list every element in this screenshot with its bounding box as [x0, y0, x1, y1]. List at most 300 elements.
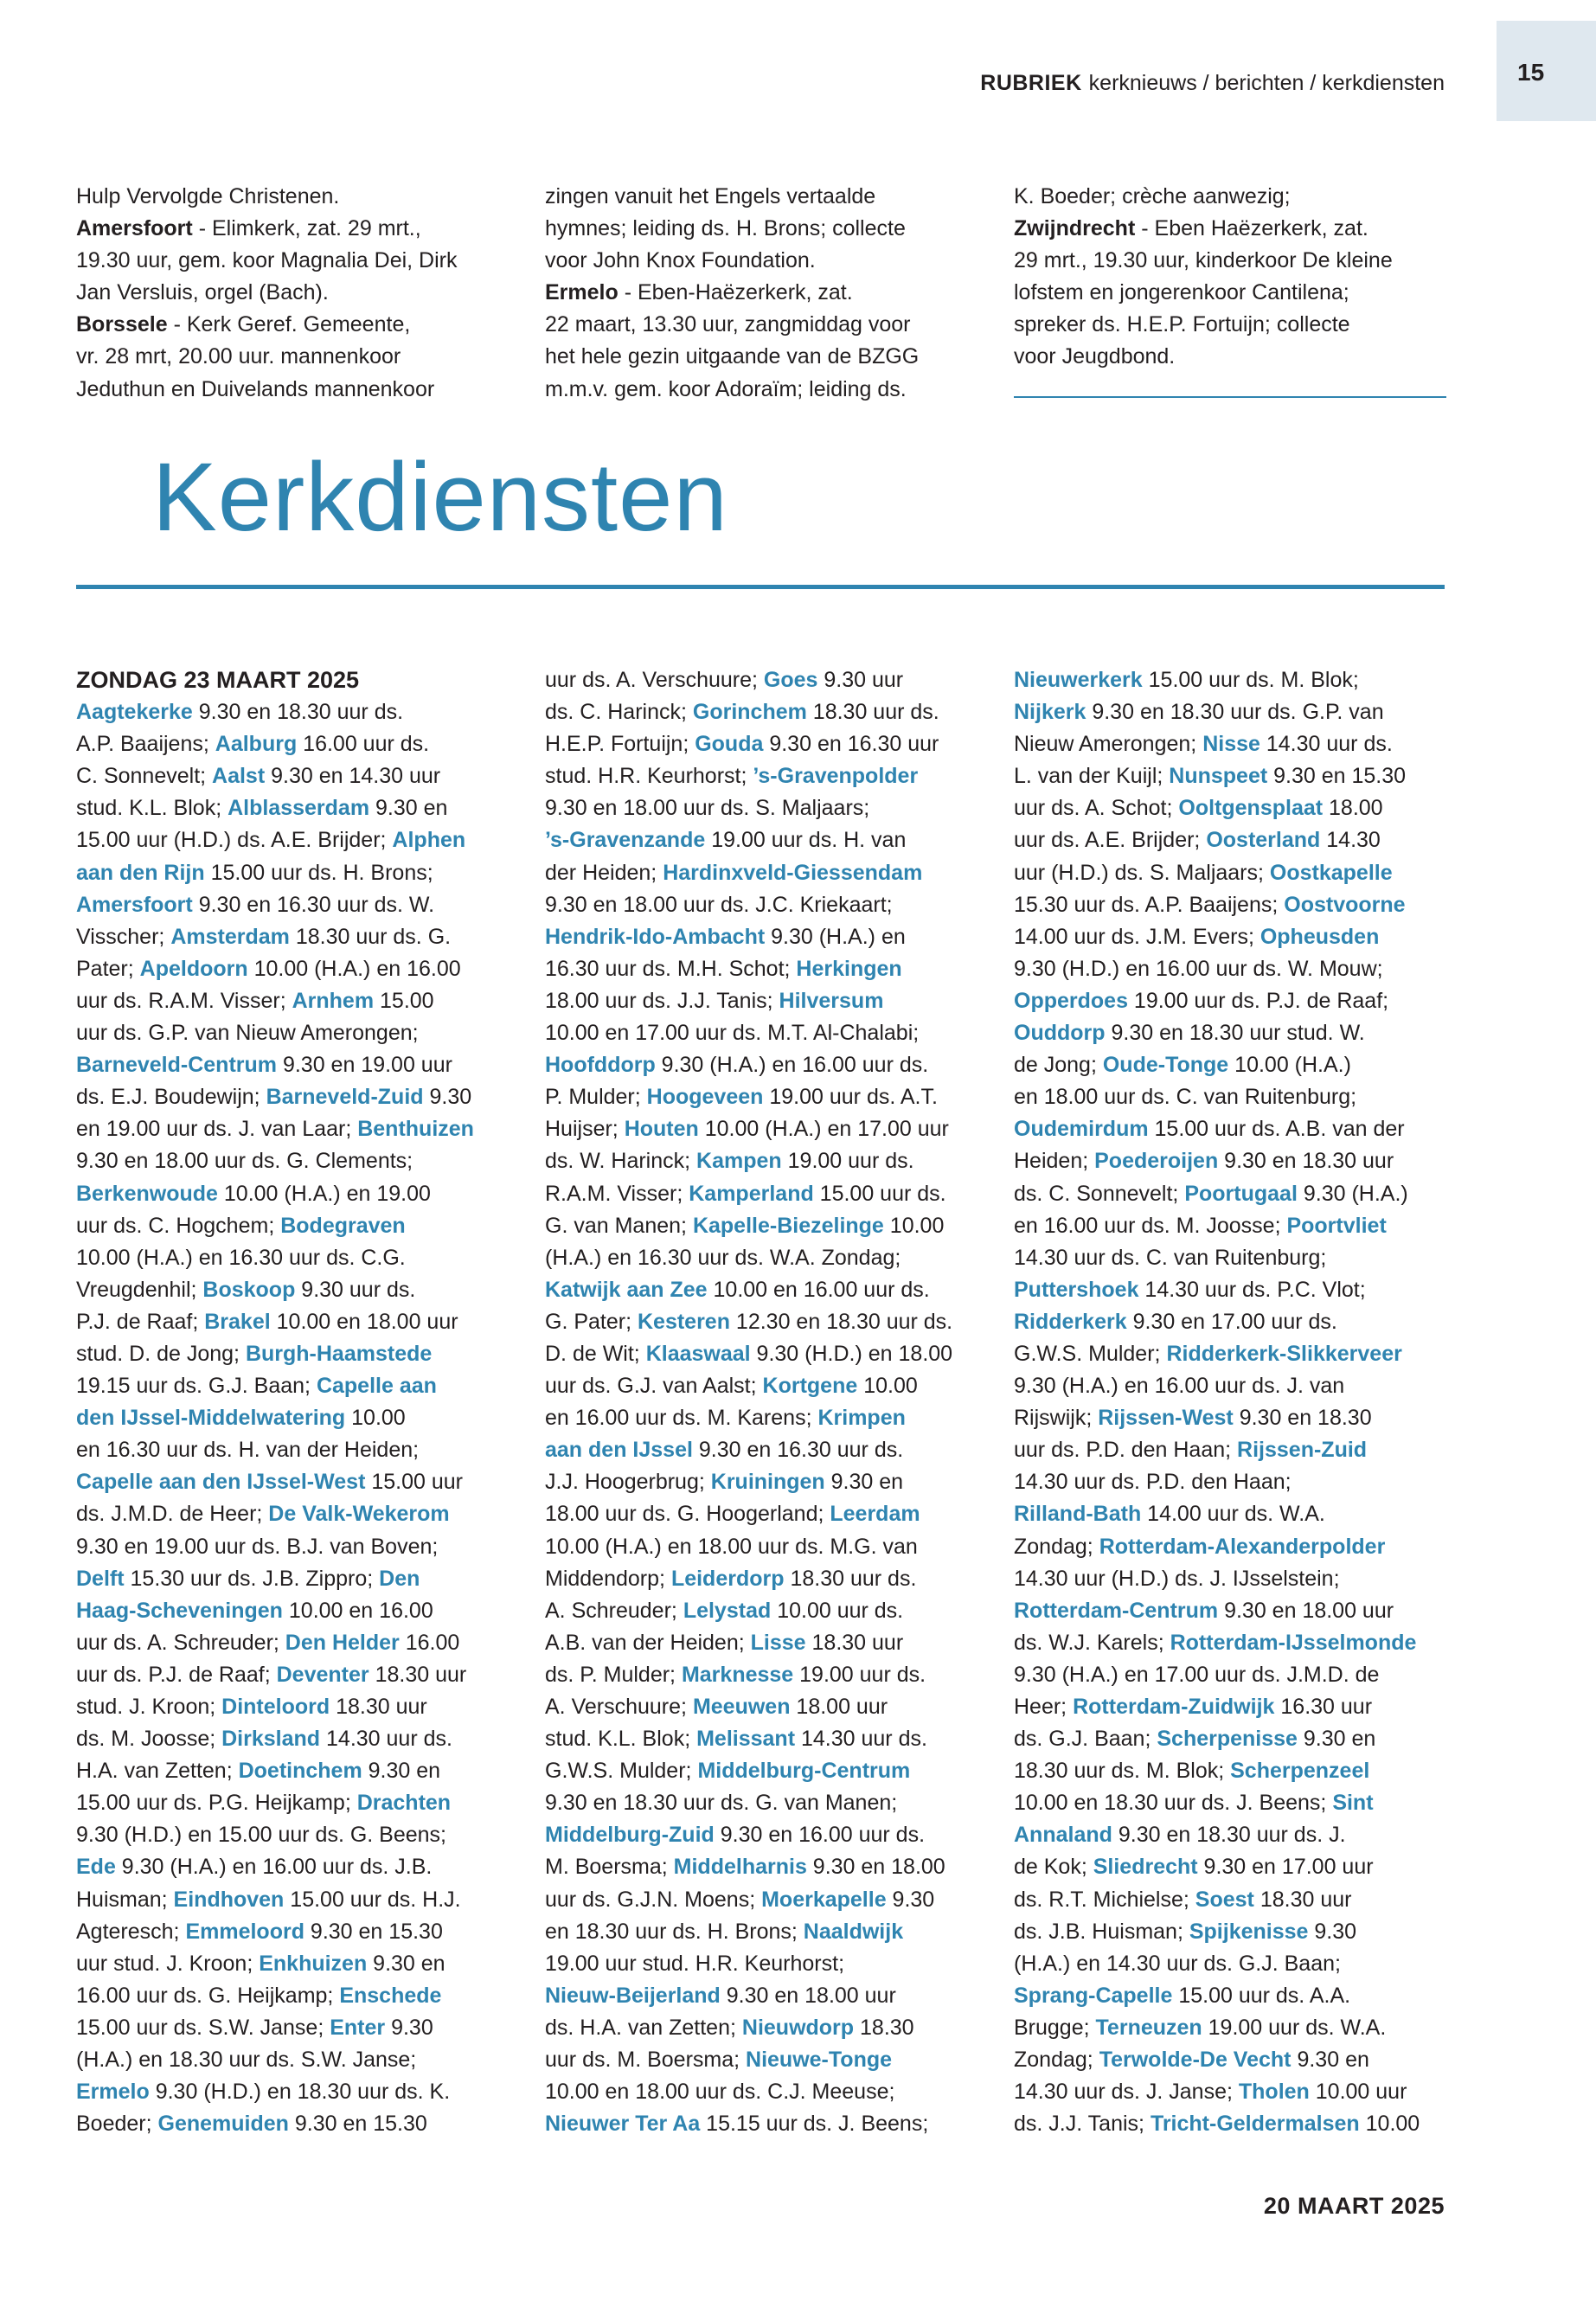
- service-text: zingen vanuit het Engels vertaalde: [545, 184, 876, 208]
- service-text: Huisman;: [76, 1887, 174, 1912]
- service-text: 14.00 uur ds. W.A.: [1141, 1502, 1325, 1527]
- text-line: [1014, 1242, 1451, 1274]
- text-line: [545, 1306, 982, 1338]
- service-text: voor Jeugdbond.: [1014, 344, 1176, 369]
- text-line: [76, 760, 513, 792]
- service-text: A.B. van der Heiden;: [545, 1630, 751, 1655]
- text-line: [545, 824, 982, 856]
- text-line: [1014, 792, 1451, 824]
- service-text: 16.00 uur ds.: [297, 732, 430, 757]
- service-text: 18.00 uur: [790, 1695, 888, 1719]
- service-text: de Jong;: [1014, 1053, 1103, 1078]
- place-name: Amsterdam: [170, 924, 290, 949]
- service-text: 19.00 uur ds.: [793, 1662, 926, 1687]
- text-line: [545, 1595, 982, 1627]
- text-line: [545, 1402, 982, 1434]
- place-name: Poederoijen: [1094, 1149, 1219, 1174]
- text-line: [1014, 2012, 1451, 2044]
- service-text: 10.00 en 18.00 uur ds. C.J. Meeuse;: [545, 2080, 895, 2105]
- service-text: Nieuw Amerongen;: [1014, 732, 1203, 757]
- text-line: [76, 921, 513, 953]
- service-text: 9.30 (H.A.) en 16.00 uur ds.: [655, 1053, 929, 1078]
- service-text: C. Sonnevelt;: [76, 764, 213, 789]
- service-text: 9.30 en 18.30 uur: [1218, 1149, 1394, 1174]
- page-title: Kerkdiensten: [152, 443, 728, 551]
- service-text: 15.00 uur ds. A.A.: [1172, 1983, 1351, 2008]
- text-line: [1014, 309, 1451, 341]
- place-name: Nisse: [1202, 732, 1260, 757]
- service-text: 15.00 uur ds. M. Blok;: [1142, 668, 1359, 692]
- place-name: Oosterland: [1206, 828, 1321, 853]
- text-line: [545, 921, 982, 953]
- place-name: Ouddorp: [1014, 1021, 1106, 1046]
- text-line: [1014, 2044, 1451, 2076]
- text-line: [76, 857, 513, 889]
- service-text: 9.30 en 17.00 uur ds.: [1126, 1309, 1337, 1334]
- service-text: 15.30 uur ds. J.B. Zippro;: [124, 1566, 380, 1591]
- service-text: K. Boeder; crèche aanwezig;: [1014, 184, 1291, 208]
- place-name: Brakel: [204, 1309, 271, 1334]
- service-text: (H.A.) en 18.30 uur ds. S.W. Janse;: [76, 2048, 417, 2073]
- service-text: 9.30 en 14.30 uur: [265, 764, 441, 789]
- service-text: Middendorp;: [545, 1566, 671, 1591]
- service-text: stud. H.R. Keurhorst;: [545, 764, 753, 789]
- text-line: [1014, 2076, 1451, 2108]
- text-line: [1014, 1948, 1451, 1980]
- service-text: 9.30 uur: [817, 668, 904, 692]
- service-text: 18.00 uur ds. G. Hoogerland;: [545, 1502, 830, 1527]
- text-line: [1014, 1723, 1451, 1755]
- text-line: [545, 1498, 982, 1530]
- text-line: [1014, 1402, 1451, 1434]
- service-text: 19.30 uur, gem. koor Magnalia Dei, Dirk: [76, 248, 458, 273]
- place-name: Enkhuizen: [259, 1951, 368, 1976]
- service-text: uur stud. J. Kroon;: [76, 1951, 260, 1976]
- service-text: ds. C. Sonnevelt;: [1014, 1181, 1185, 1206]
- service-text: Zondag;: [1014, 1534, 1099, 1559]
- place-name: Aagtekerke: [76, 700, 193, 725]
- text-line: [1014, 181, 1451, 213]
- place-name: Capelle aan: [316, 1374, 437, 1399]
- service-text: L. van der Kuijl;: [1014, 764, 1170, 789]
- service-text: ds. H.A. van Zetten;: [545, 2015, 742, 2040]
- service-text: het hele gezin uitgaande van de BZGG: [545, 344, 920, 369]
- place-name: Amersfoort: [76, 892, 193, 917]
- service-text: Huijser;: [545, 1117, 625, 1142]
- place-name: Kamperland: [689, 1181, 814, 1206]
- text-line: [545, 1242, 982, 1274]
- place-name: Middelburg-Zuid: [545, 1823, 715, 1848]
- service-text: 9.30 en 15.30: [304, 1919, 443, 1944]
- text-line: [76, 792, 513, 824]
- service-text: 14.30 uur ds. P.C. Vlot;: [1138, 1277, 1366, 1302]
- service-text: stud. J. Kroon;: [76, 1695, 222, 1719]
- text-line: [76, 1563, 513, 1595]
- service-text: 10.00 (H.A.) en 16.30 uur ds. C.G.: [76, 1245, 406, 1270]
- service-text: G. Pater;: [545, 1309, 638, 1334]
- text-line: [545, 760, 982, 792]
- service-text: 22 maart, 13.30 uur, zangmiddag voor: [545, 312, 911, 337]
- text-line: [545, 1884, 982, 1916]
- text-line: [76, 1145, 513, 1177]
- service-text: 9.30 en 18.30: [1233, 1406, 1372, 1431]
- service-text: de Kok;: [1014, 1855, 1093, 1880]
- place-name: Ridderkerk: [1014, 1309, 1127, 1334]
- service-text: ds. J.B. Huisman;: [1014, 1919, 1189, 1944]
- service-text: Hulp Vervolgde Christenen.: [76, 184, 340, 208]
- place-name: Doetinchem: [238, 1759, 362, 1784]
- text-line: [545, 985, 982, 1017]
- place-name: Katwijk aan Zee: [545, 1277, 708, 1302]
- text-line: [1014, 1274, 1451, 1306]
- place-name: Oude-Tonge: [1102, 1053, 1229, 1078]
- text-line: [76, 245, 513, 277]
- service-text: Visscher;: [76, 924, 171, 949]
- place-name: ’s-Gravenpolder: [753, 764, 919, 789]
- text-line: [76, 1498, 513, 1530]
- place-name: aan den Rijn: [76, 860, 205, 885]
- text-line: [1014, 728, 1451, 760]
- service-text: Vreugdenhil;: [76, 1277, 203, 1302]
- service-text: 15.30 uur ds. A.P. Baaijens;: [1014, 892, 1285, 917]
- service-text: uur ds. M. Boersma;: [545, 2048, 747, 2073]
- place-name: Lelystad: [683, 1598, 772, 1623]
- text-line: [545, 1691, 982, 1723]
- service-text: 14.30 uur ds.: [795, 1727, 927, 1752]
- service-text: 15.00 uur (H.D.) ds. A.E. Brijder;: [76, 828, 393, 853]
- text-line: [1014, 1659, 1451, 1691]
- place-name: Hoofddorp: [545, 1053, 656, 1078]
- text-line: [76, 1916, 513, 1948]
- service-text: 9.30 en 18.30 uur ds.: [192, 700, 404, 725]
- text-line: [76, 213, 513, 245]
- service-text: H.E.P. Fortuijn;: [545, 732, 695, 757]
- service-text: en 16.00 uur ds. M. Karens;: [545, 1406, 818, 1431]
- text-line: [76, 277, 513, 309]
- place-name: Bodegraven: [280, 1213, 406, 1238]
- service-text: hymnes; leiding ds. H. Brons; collecte: [545, 216, 906, 241]
- text-line: [76, 728, 513, 760]
- text-line: [76, 1338, 513, 1370]
- service-text: vr. 28 mrt, 20.00 uur. mannenkoor: [76, 344, 401, 369]
- service-text: 9.30 (H.A.) en 16.00 uur ds. J.B.: [115, 1855, 433, 1880]
- service-text: 14.30 uur ds.: [320, 1727, 452, 1752]
- service-text: 15.15 uur ds. J. Beens;: [700, 2112, 929, 2137]
- service-text: ds. G.J. Baan;: [1014, 1727, 1157, 1752]
- service-text: 9.30 en 16.30 uur ds. W.: [192, 892, 435, 917]
- text-line: [1014, 696, 1451, 728]
- text-line: [76, 1659, 513, 1691]
- place-name: Barneveld-Centrum: [76, 1053, 277, 1078]
- service-text: ds. R.T. Michielse;: [1014, 1887, 1195, 1912]
- rubric-label: RUBRIEK: [980, 71, 1082, 95]
- text-line: [1014, 1787, 1451, 1819]
- place-name: Nunspeet: [1169, 764, 1268, 789]
- service-text: 9.30 en 18.30 uur ds. G.P. van: [1086, 700, 1384, 725]
- text-line: [545, 664, 982, 696]
- place-name: Poortugaal: [1184, 1181, 1298, 1206]
- service-text: Rijswijk;: [1014, 1406, 1099, 1431]
- service-text: 14.30 uur (H.D.) ds. J. IJsselstein;: [1014, 1566, 1340, 1591]
- service-text: ds. M. Joosse;: [76, 1727, 222, 1752]
- issue-date: 20 MAART 2025: [1263, 2193, 1445, 2219]
- service-text: 9.30 en 19.00 uur ds. B.J. van Boven;: [76, 1534, 439, 1559]
- text-line: [76, 374, 513, 406]
- text-line: [76, 953, 513, 985]
- services-column-3: [1014, 664, 1451, 2140]
- service-text: 9.30 en 19.00 uur: [277, 1053, 452, 1078]
- service-text: 18.00 uur ds. J.J. Tanis;: [545, 988, 779, 1013]
- service-text: voor John Knox Foundation.: [545, 248, 816, 273]
- service-text: 9.30 (H.A.) en 16.00 uur ds. J. van: [1014, 1374, 1345, 1399]
- service-text: 9.30 en 18.30 uur ds. J.: [1112, 1823, 1346, 1848]
- place-name: Oudemirdum: [1014, 1117, 1149, 1142]
- service-text: 10.00 (H.A.) en 18.00 uur ds. M.G. van: [545, 1534, 918, 1559]
- text-line: [1014, 953, 1451, 985]
- service-text: 15.00 uur ds.: [813, 1181, 946, 1206]
- text-line: [545, 1627, 982, 1659]
- service-text: 14.30: [1320, 828, 1381, 853]
- text-line: [545, 889, 982, 921]
- place-name: Genemuiden: [157, 2112, 289, 2137]
- service-text: R.A.M. Visser;: [545, 1181, 689, 1206]
- text-line: [545, 1563, 982, 1595]
- service-text: 15.00 uur ds. H. Brons;: [204, 860, 433, 885]
- place-name: aan den IJssel: [545, 1438, 693, 1463]
- text-line: [545, 1659, 982, 1691]
- service-text: 15.00 uur ds. H.J.: [284, 1887, 461, 1912]
- place-name: Tholen: [1238, 2080, 1310, 2105]
- service-text: 16.30 uur ds. M.H. Schot;: [545, 956, 797, 981]
- text-line: [545, 953, 982, 985]
- service-text: 10.00 (H.A.) en 17.00 uur: [698, 1117, 949, 1142]
- text-line: [545, 213, 982, 245]
- place-name: Scherpenzeel: [1230, 1759, 1370, 1784]
- service-text: 10.00: [883, 1213, 945, 1238]
- text-line: [1014, 1627, 1451, 1659]
- service-text: A. Verschuure;: [545, 1695, 693, 1719]
- service-text: ds. C. Harinck;: [545, 700, 693, 725]
- service-text: Agteresch;: [76, 1919, 186, 1944]
- page-number: 15: [1517, 59, 1545, 86]
- service-text: uur ds. A.E. Brijder;: [1014, 828, 1207, 853]
- service-text: 14.00 uur ds. J.M. Evers;: [1014, 924, 1260, 949]
- text-line: [76, 1466, 513, 1498]
- place-name: Capelle aan den IJssel-West: [76, 1470, 366, 1495]
- service-text: 9.30 en: [824, 1470, 904, 1495]
- service-text: 19.00 uur ds. H. van: [705, 828, 907, 853]
- text-line: [76, 309, 513, 341]
- text-line: [545, 1531, 982, 1563]
- service-text: 15.00 uur ds. P.G. Heijkamp;: [76, 1791, 357, 1816]
- service-text: A.P. Baaijens;: [76, 732, 215, 757]
- service-text: en 18.00 uur ds. C. van Ruitenburg;: [1014, 1085, 1357, 1110]
- text-line: [76, 1242, 513, 1274]
- service-text: uur ds. P.D. den Haan;: [1014, 1438, 1238, 1463]
- service-text: 10.00: [857, 1374, 918, 1399]
- place-name: Meeuwen: [692, 1695, 791, 1719]
- service-text: 9.30: [423, 1085, 472, 1110]
- place-name: Sint: [1332, 1791, 1374, 1816]
- service-text: J.J. Hoogerbrug;: [545, 1470, 711, 1495]
- text-line: [1014, 341, 1451, 373]
- place-name: Lisse: [750, 1630, 806, 1655]
- text-line: [545, 792, 982, 824]
- place-name: Sprang-Capelle: [1014, 1983, 1173, 2008]
- text-line: [76, 1178, 513, 1210]
- service-text: 10.00 (H.A.): [1228, 1053, 1351, 1078]
- service-text: - Eben Haëzerkerk, zat.: [1135, 216, 1368, 241]
- text-line: [1014, 1755, 1451, 1787]
- service-text: 14.30 uur ds. P.D. den Haan;: [1014, 1470, 1292, 1495]
- service-text: 18.00: [1323, 796, 1383, 821]
- service-text: - Elimkerk, zat. 29 mrt.,: [192, 216, 421, 241]
- service-text: 9.30 en 18.00 uur: [1218, 1598, 1394, 1623]
- service-text: 9.30 en 16.30 uur: [763, 732, 939, 757]
- service-text: ds. E.J. Boudewijn;: [76, 1085, 266, 1110]
- service-text: 19.00 uur ds. A.T.: [763, 1085, 938, 1110]
- place-name: Rotterdam-IJsselmonde: [1170, 1630, 1417, 1655]
- place-name: Opperdoes: [1014, 988, 1128, 1013]
- rubric-sections: kerknieuws / berichten / kerkdiensten: [1088, 71, 1445, 95]
- service-text: 18.30 uur: [330, 1695, 427, 1719]
- service-text: 19.00 uur ds. W.A.: [1202, 2015, 1387, 2040]
- service-text: 9.30 en: [369, 796, 448, 821]
- place-name: Benthuizen: [357, 1117, 474, 1142]
- text-line: [76, 2076, 513, 2108]
- place-name: Rotterdam-Alexanderpolder: [1099, 1534, 1386, 1559]
- text-line: [76, 1113, 513, 1145]
- text-line: [1014, 1980, 1451, 2012]
- place-name-bold: Borssele: [76, 312, 168, 337]
- service-text: uur ds. G.J. van Aalst;: [545, 1374, 763, 1399]
- service-text: Pater;: [76, 956, 140, 981]
- text-line: [1014, 1113, 1451, 1145]
- text-line: [1014, 1049, 1451, 1081]
- place-name: Rijssen-Zuid: [1237, 1438, 1368, 1463]
- place-name: Den Helder: [285, 1630, 400, 1655]
- place-name: Opheusden: [1259, 924, 1380, 949]
- text-line: [545, 181, 982, 213]
- text-line: [1014, 213, 1451, 245]
- text-line: [545, 696, 982, 728]
- place-name: Kampen: [696, 1149, 782, 1174]
- text-line: [76, 1434, 513, 1466]
- text-line: [76, 1627, 513, 1659]
- place-name: Leerdam: [830, 1502, 920, 1527]
- place-name: Kapelle-Biezelinge: [692, 1213, 884, 1238]
- service-text: 9.30 en: [367, 1951, 445, 1976]
- service-text: 18.30 uur: [1253, 1887, 1352, 1912]
- page-number-tab: [1497, 21, 1596, 121]
- text-line: [545, 1948, 982, 1980]
- place-name: Gorinchem: [692, 700, 807, 725]
- text-line: [76, 1948, 513, 1980]
- service-text: en 19.00 uur ds. J. van Laar;: [76, 1117, 358, 1142]
- place-name: Rotterdam-Centrum: [1014, 1598, 1219, 1623]
- place-name: Aalburg: [215, 732, 298, 757]
- text-line: [545, 1210, 982, 1242]
- service-text: Brugge;: [1014, 2015, 1096, 2040]
- service-text: 9.30 en 16.30 uur ds.: [692, 1438, 904, 1463]
- place-name: Drachten: [356, 1791, 452, 1816]
- text-line: [545, 857, 982, 889]
- service-text: 18.30 uur ds.: [784, 1566, 917, 1591]
- text-line: [545, 277, 982, 309]
- service-text: 14.30 uur ds.: [1259, 732, 1393, 757]
- text-line: [545, 2012, 982, 2044]
- service-text: (H.A.) en 16.30 uur ds. W.A. Zondag;: [545, 1245, 901, 1270]
- text-line: [1014, 245, 1451, 277]
- place-name: Sliedrecht: [1093, 1855, 1198, 1880]
- text-line: [1014, 1466, 1451, 1498]
- place-name: Spijkenisse: [1189, 1919, 1309, 1944]
- text-line: [76, 1884, 513, 1916]
- text-line: [76, 1980, 513, 2012]
- service-text: 19.00 uur ds. P.J. de Raaf;: [1127, 988, 1389, 1013]
- service-text: 19.00 uur stud. H.R. Keurhorst;: [545, 1951, 845, 1976]
- service-text: uur ds. A. Schreuder;: [76, 1630, 285, 1655]
- text-line: [545, 374, 982, 406]
- place-name: Scherpenisse: [1157, 1727, 1298, 1752]
- text-line: [1014, 1338, 1451, 1370]
- service-text: 10.00 (H.A.) en 19.00: [217, 1181, 431, 1206]
- service-text: 18.30 uur: [805, 1630, 904, 1655]
- service-text: 9.30 (H.D.) en 15.00 uur ds. G. Beens;: [76, 1823, 447, 1848]
- column-end-rule: [1014, 396, 1446, 398]
- service-text: 12.30 en 18.30 uur ds.: [729, 1309, 953, 1334]
- service-text: Jan Versluis, orgel (Bach).: [76, 280, 329, 305]
- service-text: en 16.00 uur ds. M. Joosse;: [1014, 1213, 1287, 1238]
- services-column-1: [76, 664, 513, 2140]
- service-text: m.m.v. gem. koor Adoraïm; leiding ds.: [545, 376, 907, 401]
- text-line: [545, 1980, 982, 2012]
- place-name: Haag-Scheveningen: [76, 1598, 283, 1623]
- text-line: [1014, 1210, 1451, 1242]
- place-name: Annaland: [1014, 1823, 1112, 1848]
- text-line: [1014, 1306, 1451, 1338]
- service-text: 10.00 uur: [1309, 2080, 1407, 2105]
- text-line: [545, 1017, 982, 1049]
- place-name: Kortgene: [762, 1374, 858, 1399]
- text-line: [545, 1819, 982, 1851]
- place-name: Nieuwdorp: [741, 2015, 855, 2040]
- place-name: Kesteren: [637, 1309, 730, 1334]
- place-name: Hendrik-Ido-Ambacht: [545, 924, 766, 949]
- text-line: [1014, 664, 1451, 696]
- place-name: Hoogeveen: [646, 1085, 764, 1110]
- text-line: [1014, 985, 1451, 1017]
- text-line: [76, 1370, 513, 1402]
- service-text: 19.00 uur ds.: [781, 1149, 914, 1174]
- text-line: [76, 1531, 513, 1563]
- service-text: 9.30 (H.D.) en 16.00 uur ds. W. Mouw;: [1014, 956, 1383, 981]
- service-text: 9.30 (H.D.) en 18.30 uur ds. K.: [149, 2080, 451, 2105]
- service-text: 15.00: [374, 988, 434, 1013]
- text-line: [76, 824, 513, 856]
- service-text: 14.30 uur ds. C. van Ruitenburg;: [1014, 1245, 1327, 1270]
- text-line: [1014, 1916, 1451, 1948]
- text-line: [76, 181, 513, 213]
- place-name: Hardinxveld-Giessendam: [663, 860, 923, 885]
- text-line: [545, 1434, 982, 1466]
- place-name: Rijssen-West: [1098, 1406, 1234, 1431]
- place-name: Middelharnis: [673, 1855, 807, 1880]
- text-line: [545, 1466, 982, 1498]
- text-line: [1014, 277, 1451, 309]
- text-line: [76, 1306, 513, 1338]
- text-line: [76, 1787, 513, 1819]
